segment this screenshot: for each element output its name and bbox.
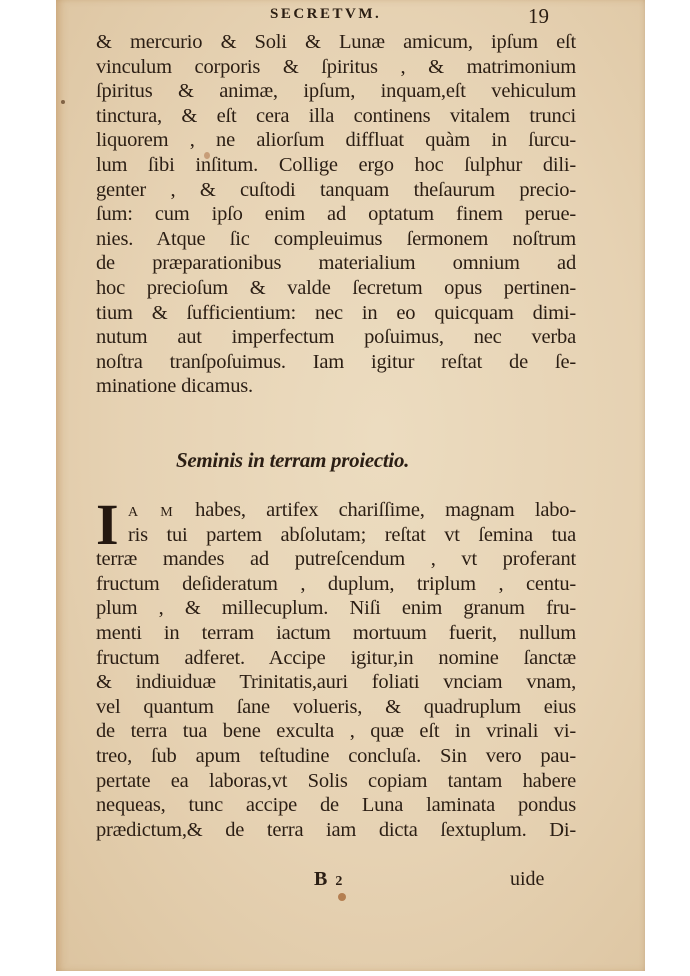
smallcaps-word: A M: [128, 505, 175, 520]
section-heading: Seminis in terram proiectio.: [176, 448, 410, 472]
text-line: de terra tua bene exculta , quæ eſt in vrinali vi-: [96, 720, 576, 743]
text-line: vel quantum ſane volueris, & quadruplum eius: [96, 695, 576, 718]
signature-number: 2: [335, 874, 343, 889]
text-line: vinculum corporis & ſpiritus , & matrimonium: [96, 55, 576, 78]
text-line: terræ mandes ad putreſcendum , vt proferant: [96, 548, 576, 571]
paragraph-2: [96, 492, 576, 842]
page-number: 19: [528, 4, 549, 28]
paragraph-1: [96, 30, 576, 399]
page-footer: [56, 868, 645, 894]
text-line: prædictum,& de terra iam dicta ſextuplum. Di-: [96, 818, 576, 841]
text-line: ris tui partem abſolutam; reſtat vt ſemina tua: [128, 523, 576, 546]
text-line: [96, 498, 576, 523]
text-line: tinctura, & eſt cera illa continens vitalem trunci: [96, 104, 576, 127]
text-line: hoc precioſum & valde ſecretum opus pertinen-: [96, 276, 576, 299]
drop-cap: I: [96, 492, 119, 557]
text-line: menti in terram iactum mortuum fuerit, nullum: [96, 621, 576, 644]
text-line: nutum aut imperfectum poſuimus, nec verba: [96, 326, 576, 349]
text-line-rest: habes, artifex chariſſime, magnam labo-: [195, 499, 576, 521]
text-line: noſtra tranſpoſuimus. Iam igitur reſtat de ſe-: [96, 350, 576, 373]
text-line: fructum adferet. Accipe igitur,in nomine ſanctæ: [96, 646, 576, 669]
text-line: nequeas, tunc accipe de Luna laminata pondus: [96, 794, 576, 817]
text-line: pertate ea laboras,vt Solis copiam tantam habere: [96, 769, 576, 792]
signature-letter: B: [314, 868, 328, 890]
foxing-stain: [61, 100, 65, 104]
text-line: liquorem , ne aliorſum diffluat quàm in ſurcu-: [96, 129, 576, 152]
text-line: & mercurio & Soli & Lunæ amicum, ipſum eſt: [96, 31, 576, 53]
catchword: uide: [510, 868, 545, 890]
running-head: [56, 4, 645, 28]
book-page: [56, 0, 645, 971]
text-line: tium & ſufficientium: nec in eo quicquam dimi-: [96, 301, 576, 324]
text-line: nies. Atque ſic compleuimus ſermonem noſtrum: [96, 227, 576, 250]
text-line: fructum deſideratum , duplum, triplum , centu-: [96, 572, 576, 595]
text-line: ſpiritus & animæ, ipſum, inquam,eſt vehiculum: [96, 80, 576, 103]
text-line: de præparationibus materialium omnium ad: [96, 252, 576, 275]
text-line: lum ſibi inſitum. Collige ergo hoc ſulphur dili-: [96, 153, 576, 176]
signature-mark: [314, 868, 342, 891]
running-head-title: SECRETVM.: [270, 6, 382, 22]
text-line: minatione dicamus.: [96, 375, 253, 398]
text-line: plum , & millecuplum. Niſi enim granum fru-: [96, 597, 576, 620]
foxing-stain: [338, 893, 346, 901]
text-line: ſum: cum ipſo enim ad optatum finem perue-: [96, 203, 576, 226]
text-line: & indiuiduæ Trinitatis,auri foliati vnciam vnam,: [96, 671, 576, 694]
text-line: genter , & cuſtodi tanquam theſaurum precio-: [96, 178, 576, 201]
text-line: treo, ſub apum teſtudine concluſa. Sin vero pau-: [96, 744, 576, 767]
